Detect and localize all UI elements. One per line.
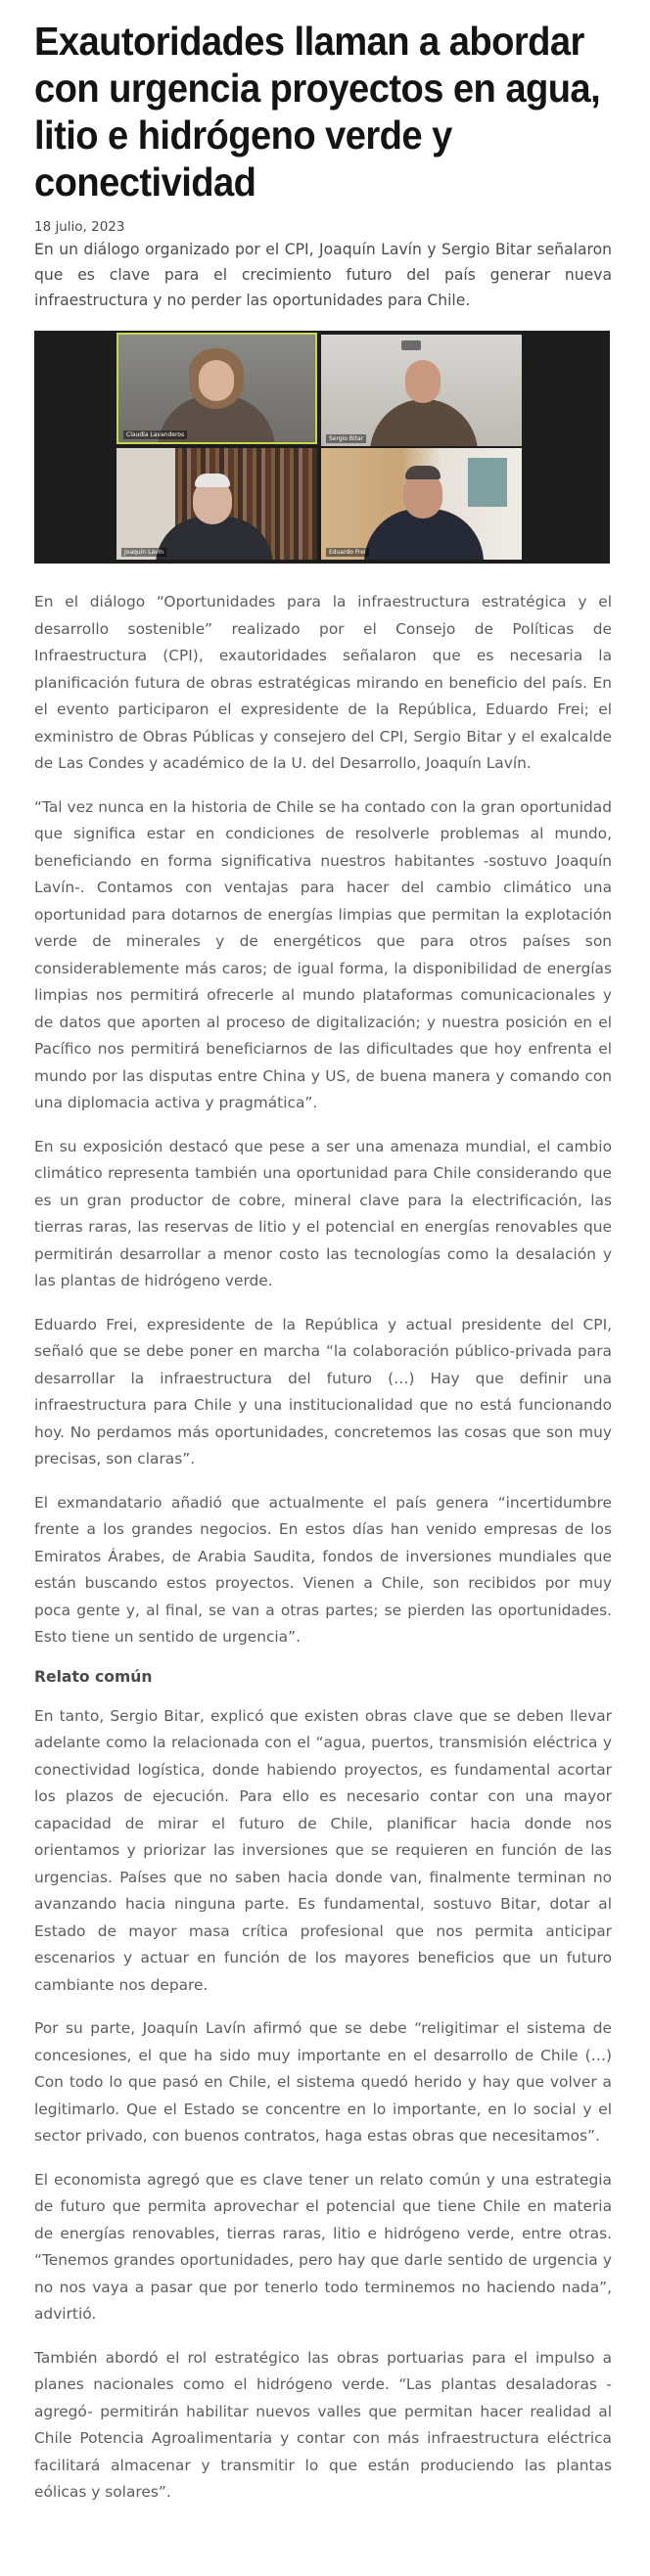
video-tile-1 <box>116 333 317 444</box>
video-tile-name-tag: Sergio Bitar <box>326 434 366 443</box>
article-paragraph: En tanto, Sergio Bitar, explicó que existen obras clave que se deben llevar adelante como la relacionada con el “agua, puertos, transmisión eléctrica y conectividad logística, donde habiendo proyectos, es fundamental acortar los plazos de ejecución. Para ello es necesario contar con una mayor capacidad de mirar el futuro de Chile, planificar hacia donde nos orientamos y priorizar las inversiones que se requieren en función de las urgencias. Países que no saben hacia donde van, finalmente terminan no avanzando hacia ninguna parte. Es fundamental, sostuvo Bitar, dotar al Estado de mayor masa crítica profesional que nos permita anticipar escenarios y actuar en función de los mayores beneficios que un futuro cambiante nos depare. <box>34 1706 612 1994</box>
article-paragraph: “Tal vez nunca en la historia de Chile se ha contado con la gran oportunidad que significa estar en condiciones de resolverle problemas al mundo, beneficiando en forma significativa nuestros habitantes -sostuvo Joaquín Lavín-. Contamos con ventajas para hacer del cambio climático una oportunidad para dotarnos de energías limpias que permitan la explotación verde de minerales y de energéticos que para otros países son considerablemente más caros; de igual forma, la disponibilidad de energías limpias nos permitirá ofrecerle al mundo plataformas comunicacionales y de datos que aporten al proceso de digitalización; y nuestra posición en el Pacífico nos permitirá beneficiarnos de las dificultades que hoy enfrenta el mundo por las disputas entre China y US, de buena manera y comando con una diplomacia activa y pragmática”. <box>34 797 612 1111</box>
article-paragraph: Eduardo Frei, expresidente de la República y actual presidente del CPI, señaló que se debe poner en marcha “la colaboración público-privada para desarrollar la infraestructura del futuro (…) Hay que definir una infraestructura para Chile y una institucionalidad que no está funcionando hoy. No perdamos más oportunidades, concretemos las cosas que son muy precisas, son claras”. <box>34 1315 612 1468</box>
logo-icon <box>401 340 421 350</box>
article-lead: En un diálogo organizado por el CPI, Joaquín Lavín y Sergio Bitar señalaron que es clave para el crecimiento futuro del país generar nueva infraestructura y no perder las oportunidades para Chile. <box>34 241 612 309</box>
article-paragraph: Por su parte, Joaquín Lavín afirmó que se debe “religitimar el sistema de concesiones, el que ha sido muy importante en el desarrollo de Chile (…) Con todo lo que pasó en Chile, el sistema quedó herido y hay que volver a legitimarlo. Que el Estado se concentre en lo importante, en lo social y el sector privado, con buenos contratos, haga estas obras que necesitamos”. <box>34 2019 612 2145</box>
article-paragraph: En el diálogo “Oportunidades para la infraestructura estratégica y el desarrollo sostenible” realizado por el Consejo de Políticas de Infraestructura (CPI), exautoridades señalaron que es necesaria la planificación futura de obras estratégicas mirando en beneficio del país. En el evento participaron el expresidente de la República, Eduardo Frei; el exministro de Obras Públicas y consejero del CPI, Sergio Bitar y el exalcalde de Las Condes y académico de la U. del Desarrollo, Joaquín Lavín. <box>34 593 612 772</box>
video-tile-name-tag: Eduardo Frei <box>326 548 369 557</box>
video-tile-name-tag: Claudia Lavanderos <box>123 430 187 439</box>
article-date: 18 julio, 2023 <box>34 219 125 235</box>
video-call-photo <box>34 331 610 564</box>
article <box>34 0 612 2507</box>
person-hair <box>405 466 441 479</box>
article-paragraph: El economista agregó que es clave tener un relato común y una estrategia de futuro que permita aprovechar el potencial que tiene Chile en materia de energías renovables, tierras raras, litio e hidrógeno verde, entre otras. “Tenemos grandes oportunidades, pero hay que darle sentido de urgencia y no nos vaya a pasar que por tenerlo todo terminemos no haciendo nada”, advirtió. <box>34 2170 612 2323</box>
article-paragraph: El exmandatario añadió que actualmente el país genera “incertidumbre frente a los grandes negocios. En estos días han venido empresas de los Emiratos Árabes, de Arabia Saudita, fondos de inversiones mundiales que están buscando estos proyectos. Vienen a Chile, son recibidos por muy poca gente y, al final, se van a otras partes; se pierden las oportunidades. Esto tiene un sentido de urgencia”. <box>34 1493 612 1646</box>
painting <box>468 458 507 507</box>
person-face <box>199 360 234 401</box>
video-tile-name-tag: Joaquín Lavín <box>121 548 166 557</box>
person-face <box>405 360 441 403</box>
person-hair <box>195 474 230 487</box>
video-tile-4 <box>321 448 522 560</box>
article-paragraph: En su exposición destacó que pese a ser una amenaza mundial, el cambio climático representa también una oportunidad para Chile considerando que es un gran productor de cobre, mineral clave para la electrificación, las tierras raras, las reservas de litio y el potencial en energías renovables que permitirán desarrollar a menor costo las tecnologías como la desalación y las plantas de hidrógeno verde. <box>34 1137 612 1289</box>
video-tile-2 <box>321 335 522 446</box>
article-paragraph: También abordó el rol estratégico las obras portuarias para el impulso a planes nacionales como el hidrógeno verde. “Las plantas desaladoras -agregó- permitirán habilitar nuevos valles que permitan hacer realidad al Chile Potencia Agroalimentaria y contar con más infraestructura eléctrica facilitará almacenar y transmitir lo que están produciendo las plantas eólicas y solares”. <box>34 2348 612 2501</box>
article-title: Exautoridades llaman a abordar con urgencia proyectos en agua, litio e hidrógeno verde y conectividad <box>34 19 601 204</box>
section-heading: Relato común <box>34 1667 153 1686</box>
video-tile-3 <box>116 448 317 560</box>
